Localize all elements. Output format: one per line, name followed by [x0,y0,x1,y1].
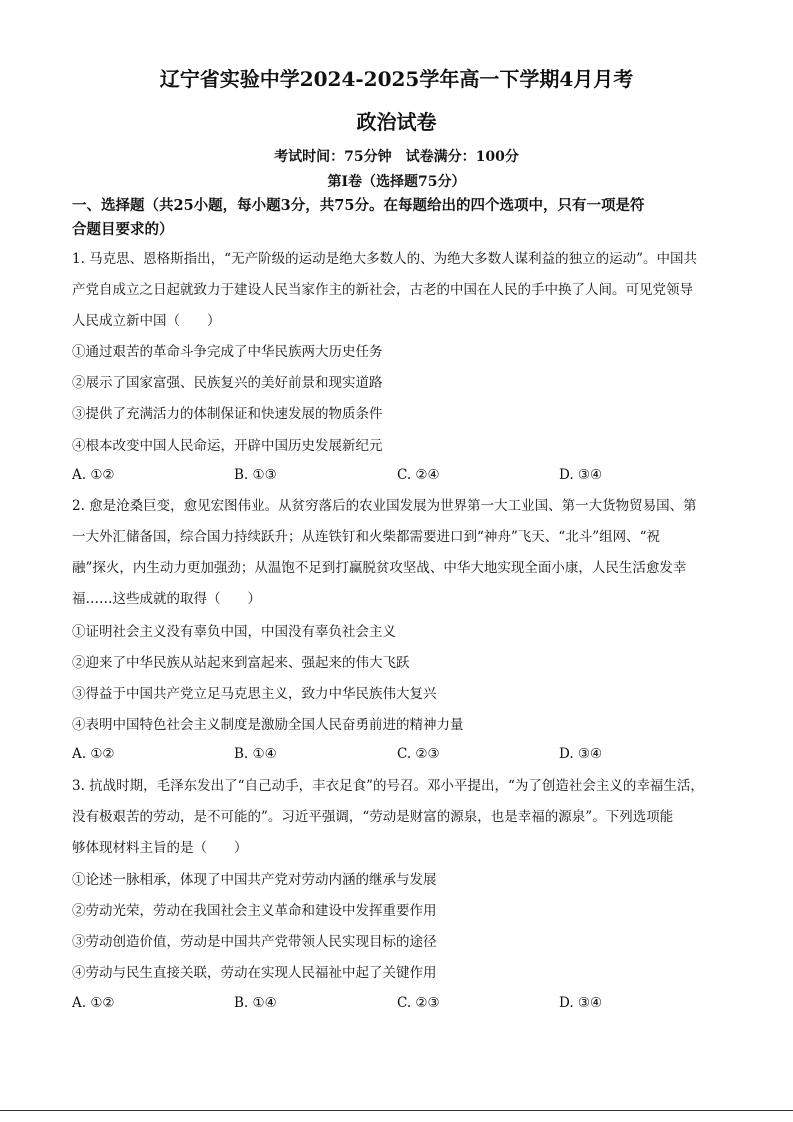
answer-option[interactable]: A. ①② [72,995,115,1011]
section-heading-line: 合题目要求的） [72,221,174,238]
stem-line: 够体现材料主旨的是（ ） [72,840,248,856]
question-2-answers [72,746,692,766]
answer-option[interactable]: B. ①③ [234,467,277,483]
statement: ①通过艰苦的革命斗争完成了中华民族两大历史任务 [72,344,383,360]
exam-info: 考试时间：75分钟 试卷满分：100分 [274,149,519,165]
statement: ④劳动与民生直接关联，劳动在实现人民福祉中起了关键作用 [72,965,437,981]
part-heading: 第Ⅰ卷（选择题75分） [327,174,466,190]
statement: ③提供了充满活力的体制保证和快速发展的物质条件 [72,406,383,422]
exam-subject: 政治试卷 [356,110,437,134]
question-3-answers [72,995,692,1015]
question-1-answers [72,467,692,487]
stem-line: 一大外汇储备国，综合国力持续跃升；从连铁钉和火柴都需要进口到“神舟”飞天、“北斗”组网、“祝 [72,529,661,545]
answer-option[interactable]: B. ①④ [234,746,277,762]
statement: ④根本改变中国人民命运，开辟中国历史发展新纪元 [72,438,383,454]
question-2-stem [72,491,732,615]
stem-line: 3. 抗战时期，毛泽东发出了“自己动手，丰衣足食”的号召。邓小平提出，“为了创造社会主义的幸福生活， [72,778,704,794]
statement: ②迎来了中华民族从站起来到富起来、强起来的伟大飞跃 [72,655,410,671]
answer-option[interactable]: B. ①④ [234,995,277,1011]
stem-line: 1. 马克思、恩格斯指出，“无产阶级的运动是绝大多数人的、为绝大多数人谋利益的独立的运动”。中国共 [72,251,697,267]
answer-option[interactable]: C. ②④ [397,467,440,483]
stem-line: 融”探火，内生动力更加强劲；从温饱不足到打赢脱贫攻坚战、中华大地实现全面小康，人民生活愈发幸 [72,560,687,576]
answer-option[interactable]: D. ③④ [559,467,603,483]
stem-line: 产党自成立之日起就致力于建设人民当家作主的新社会，古老的中国在人民的手中换了人间。可见党领导 [72,282,693,298]
statement: ③得益于中国共产党立足马克思主义，致力中华民族伟大复兴 [72,686,437,702]
stem-line: 没有极艰苦的劳动，是不可能的”。习近平强调，“劳动是财富的源泉，也是幸福的源泉”。下列选项能 [72,809,674,825]
answer-option[interactable]: D. ③④ [559,746,603,762]
statement: ②劳动光荣，劳动在我国社会主义革命和建设中发挥重要作用 [72,903,437,919]
question-3-stem [72,771,732,864]
statement: ①证明社会主义没有辜负中国，中国没有辜负社会主义 [72,624,396,640]
question-1-stem [72,244,732,337]
answer-option[interactable]: D. ③④ [559,995,603,1011]
exam-title: 辽宁省实验中学2024-2025学年高一下学期4月月考 [159,67,634,91]
stem-line: 福……这些成就的取得（ ） [72,591,261,607]
statement: ①论述一脉相承，体现了中国共产党对劳动内涵的继承与发展 [72,872,437,888]
section-heading-line: 一、选择题（共25小题，每小题3分，共75分。在每题给出的四个选项中，只有一项是符 [72,197,645,214]
answer-option[interactable]: C. ②③ [397,746,440,762]
statement: ④表明中国特色社会主义制度是激励全国人民奋勇前进的精神力量 [72,717,464,733]
statement: ③劳动创造价值，劳动是中国共产党带领人民实现目标的途径 [72,934,437,950]
stem-line: 2. 愈是沧桑巨变，愈见宏图伟业。从贫穷落后的农业国发展为世界第一大工业国、第一大货物贸易国、第 [72,498,697,514]
page-bottom-divider [0,1110,793,1111]
statement: ②展示了国家富强、民族复兴的美好前景和现实道路 [72,375,383,391]
stem-line: 人民成立新中国（ ） [72,313,221,329]
answer-option[interactable]: A. ①② [72,467,115,483]
answer-option[interactable]: A. ①② [72,746,115,762]
section-heading [72,194,732,242]
answer-option[interactable]: C. ②③ [397,995,440,1011]
